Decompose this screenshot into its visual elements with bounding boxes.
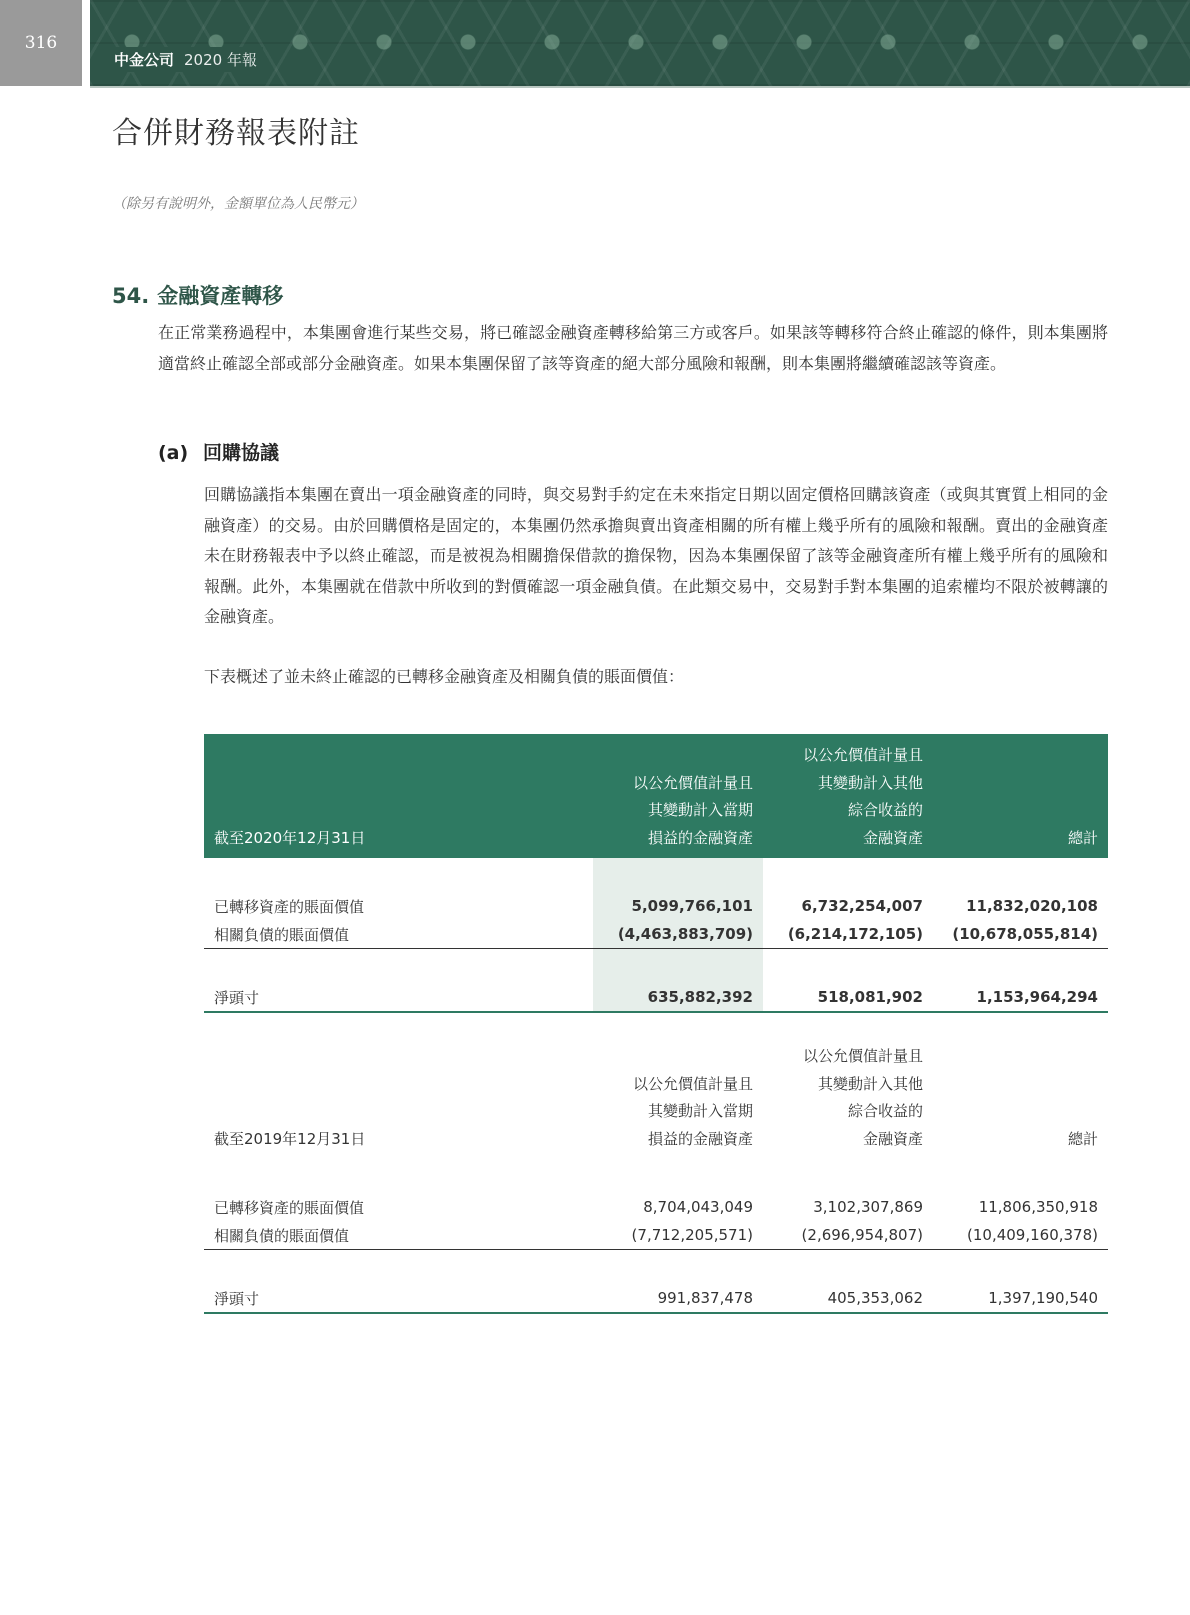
section-number: 54. <box>112 284 150 308</box>
col-header-fvtpl <box>593 734 763 858</box>
col-header-line: 以公允價值計量且 <box>632 1074 753 1093</box>
table-lead-text: 下表概述了並未終止確認的已轉移金融資產及相關負債的賬面價值： <box>204 667 685 686</box>
period-label: 截至2019年12月31日 <box>214 1129 366 1148</box>
net-position-row <box>204 1284 1108 1313</box>
cell-fvoci: 6,732,254,007 <box>801 897 923 915</box>
row-label: 淨頭寸 <box>204 983 593 1012</box>
col-header-fvoci <box>763 734 933 858</box>
col-header-line: 損益的金融資產 <box>647 1129 753 1148</box>
cell-fvtpl: 991,837,478 <box>593 1284 763 1313</box>
table-2019 <box>204 1035 1108 1314</box>
header-divider <box>90 86 1190 88</box>
col-header-fvoci <box>763 1035 933 1159</box>
row-label: 已轉移資產的賬面價值 <box>214 897 365 916</box>
net-position-row <box>204 983 1108 1012</box>
company-name: 中金公司 <box>114 51 175 69</box>
table-2020 <box>204 734 1108 1013</box>
row-label: 相關負債的賬面價值 <box>204 920 593 949</box>
section-heading <box>112 280 283 310</box>
col-header-line: 綜合收益的 <box>847 1102 923 1120</box>
col-header-line: 以公允價值計量且 <box>802 1047 923 1065</box>
page-number: 316 <box>0 0 82 86</box>
cell-total: 11,806,350,918 <box>978 1198 1098 1216</box>
table-row <box>204 892 1108 920</box>
header-title <box>114 47 263 72</box>
col-header-line: 其變動計入其他 <box>817 1074 923 1093</box>
cell-total: 1,397,190,540 <box>933 1284 1108 1313</box>
subsection-title: 回購協議 <box>203 442 280 464</box>
table-row <box>204 1193 1108 1221</box>
col-header-line: 以公允價值計量且 <box>802 746 923 764</box>
cell-fvtpl: 8,704,043,049 <box>643 1198 753 1216</box>
col-header-line: 其變動計入當期 <box>647 801 753 819</box>
col-header-line: 其變動計入當期 <box>647 1102 753 1120</box>
col-header-line: 綜合收益的 <box>847 801 923 819</box>
cell-total: 1,153,964,294 <box>933 983 1108 1012</box>
period-label: 截至2020年12月31日 <box>204 734 593 858</box>
section-title: 金融資產轉移 <box>157 284 284 308</box>
table-row <box>204 1221 1108 1250</box>
cell-fvtpl: (7,712,205,571) <box>593 1221 763 1250</box>
col-header-line: 金融資產 <box>862 1129 923 1148</box>
cell-fvtpl: 5,099,766,101 <box>593 892 763 920</box>
table-row <box>204 920 1108 949</box>
col-header-line: 其變動計入其他 <box>817 773 923 792</box>
cell-fvoci: 3,102,307,869 <box>813 1198 923 1216</box>
section-intro-paragraph: 在正常業務過程中，本集團會進行某些交易，將已確認金融資產轉移給第三方或客戶。如果該等轉移符合終止確認的條件，則本集團將適當終止確認全部或部分金融資產。如果本集團保留了該等資產的絕大部分風險和報酬，則本集團將繼續確認該等資產。 <box>158 323 1108 373</box>
cell-total: (10,409,160,378) <box>933 1221 1108 1250</box>
col-header-total: 總計 <box>1067 1129 1098 1148</box>
col-header-fvtpl <box>593 1035 763 1159</box>
cell-fvtpl: 635,882,392 <box>593 983 763 1012</box>
cell-fvoci: (6,214,172,105) <box>763 920 933 949</box>
unit-note: （除另有說明外，金額單位為人民幣元） <box>112 196 364 212</box>
col-header-total: 總計 <box>933 734 1108 858</box>
table-header-row <box>204 734 1108 858</box>
row-label: 已轉移資產的賬面價值 <box>214 1198 365 1217</box>
page-title: 合併財務報表附註 <box>112 116 360 151</box>
cell-total: 11,832,020,108 <box>966 897 1098 915</box>
header-banner <box>90 0 1190 86</box>
row-label: 淨頭寸 <box>204 1284 593 1313</box>
cell-fvoci: 518,081,902 <box>763 983 933 1012</box>
cell-fvoci: (2,696,954,807) <box>763 1221 933 1250</box>
cell-fvtpl: (4,463,883,709) <box>593 920 763 949</box>
cell-total: (10,678,055,814) <box>933 920 1108 949</box>
cell-fvoci: 405,353,062 <box>763 1284 933 1313</box>
subsection-heading <box>158 438 279 465</box>
row-label: 相關負債的賬面價值 <box>204 1221 593 1250</box>
table-header-row <box>204 1035 1108 1159</box>
col-header-line: 損益的金融資產 <box>647 828 753 847</box>
report-year: 2020 年報 <box>184 51 257 69</box>
subsection-body-paragraph: 回購協議指本集團在賣出一項金融資產的同時，與交易對手約定在未來指定日期以固定價格回購該資產（或與其實質上相同的金融資產）的交易。由於回購價格是固定的，本集團仍然承擔與賣出資產相關的所有權上幾乎所有的風險和報酬。賣出的金融資產未在財務報表中予以終止確認，而是被視為相關擔保借款的擔保物，因為本集團保留了該等金融資產所有權上幾乎所有的風險和報酬。此外，本集團就在借款中所收到的對價確認一項金融負債。在此類交易中，交易對手對本集團的追索權均不限於被轉讓的金融資產。 <box>204 485 1108 626</box>
col-header-line: 金融資產 <box>862 828 923 847</box>
col-header-line: 以公允價值計量且 <box>632 773 753 792</box>
subsection-letter: (a) <box>158 442 189 464</box>
